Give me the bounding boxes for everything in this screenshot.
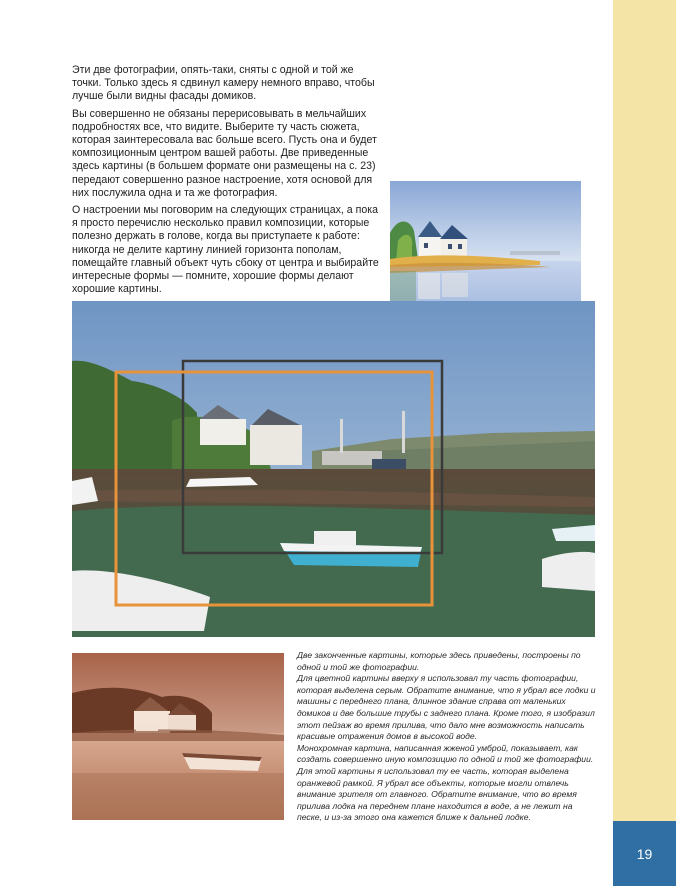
body-text [72, 64, 384, 300]
body-paragraph: Вы совершенно не обязаны перерисовывать в мельчайших подробностях все, что видите. Выберите ту часть сюжета, которая заинтересовала вас больше всего. Пусть она и будет композиционным центром вашей работы. Две приведенные здесь картины (в большем формате они размещены на с. 23) передают совершенно разное настроение, хотя основой для них послужила одна и та же фотография. [72, 107, 377, 199]
sepia-painting-image [72, 653, 284, 820]
watercolor-painting-image [390, 181, 581, 320]
body-paragraph: Эти две фотографии, опять-таки, сняты с одной и той же точки. Только здесь я сдвинул камеру немного вправо, чтобы лучше были видны фасады домиков. [72, 64, 375, 103]
page-number: 19 [636, 845, 653, 862]
caption-line: Две законченные картины, которые здесь приведены, построены по одной и той же фотографии. [297, 650, 581, 672]
image-caption [297, 650, 597, 824]
reference-photograph [72, 301, 595, 637]
page-number-box [613, 821, 676, 886]
body-paragraph: О настроении мы поговорим на следующих страницах, а пока я просто перечислю несколько правил композиции, которые полезно держать в голове, когда вы приступаете к работе: никогда не делите картину линией горизонта пополам, помещайте главный объект чуть сбоку от центра и выбирайте интересные формы — помните, хорошие формы делают хорошие картины. [72, 204, 379, 296]
caption-line: Монохромная картина, написанная жженой умброй, показывает, как создать совершенно иную композицию по одной и той же фотографии. Для этой картины я использовал ту ее часть, которая выделена оранжевой рамкой. Я убрал все объекты, которые могли отвлечь внимание зрителя от главного. Обратите внимание, что во время прилива лодка на переднем плане находится в воде, а не лежит на песке, и из-за этого она кажется ближе к дальней лодке. [297, 742, 594, 823]
page-margin-strip [613, 0, 676, 886]
caption-line: Для цветной картины вверху я использовал ту часть фотографии, которая выделена серым. Обратите внимание, что я убрал все лодки и машины с переднего плана, длинное здание справа от маленьких домиков и две большие трубы с заднего плана. Кроме того, я изобразил этот пейзаж во время прилива, что дало мне возможность написать красивые отражения домов в высокой воде. [297, 673, 596, 742]
